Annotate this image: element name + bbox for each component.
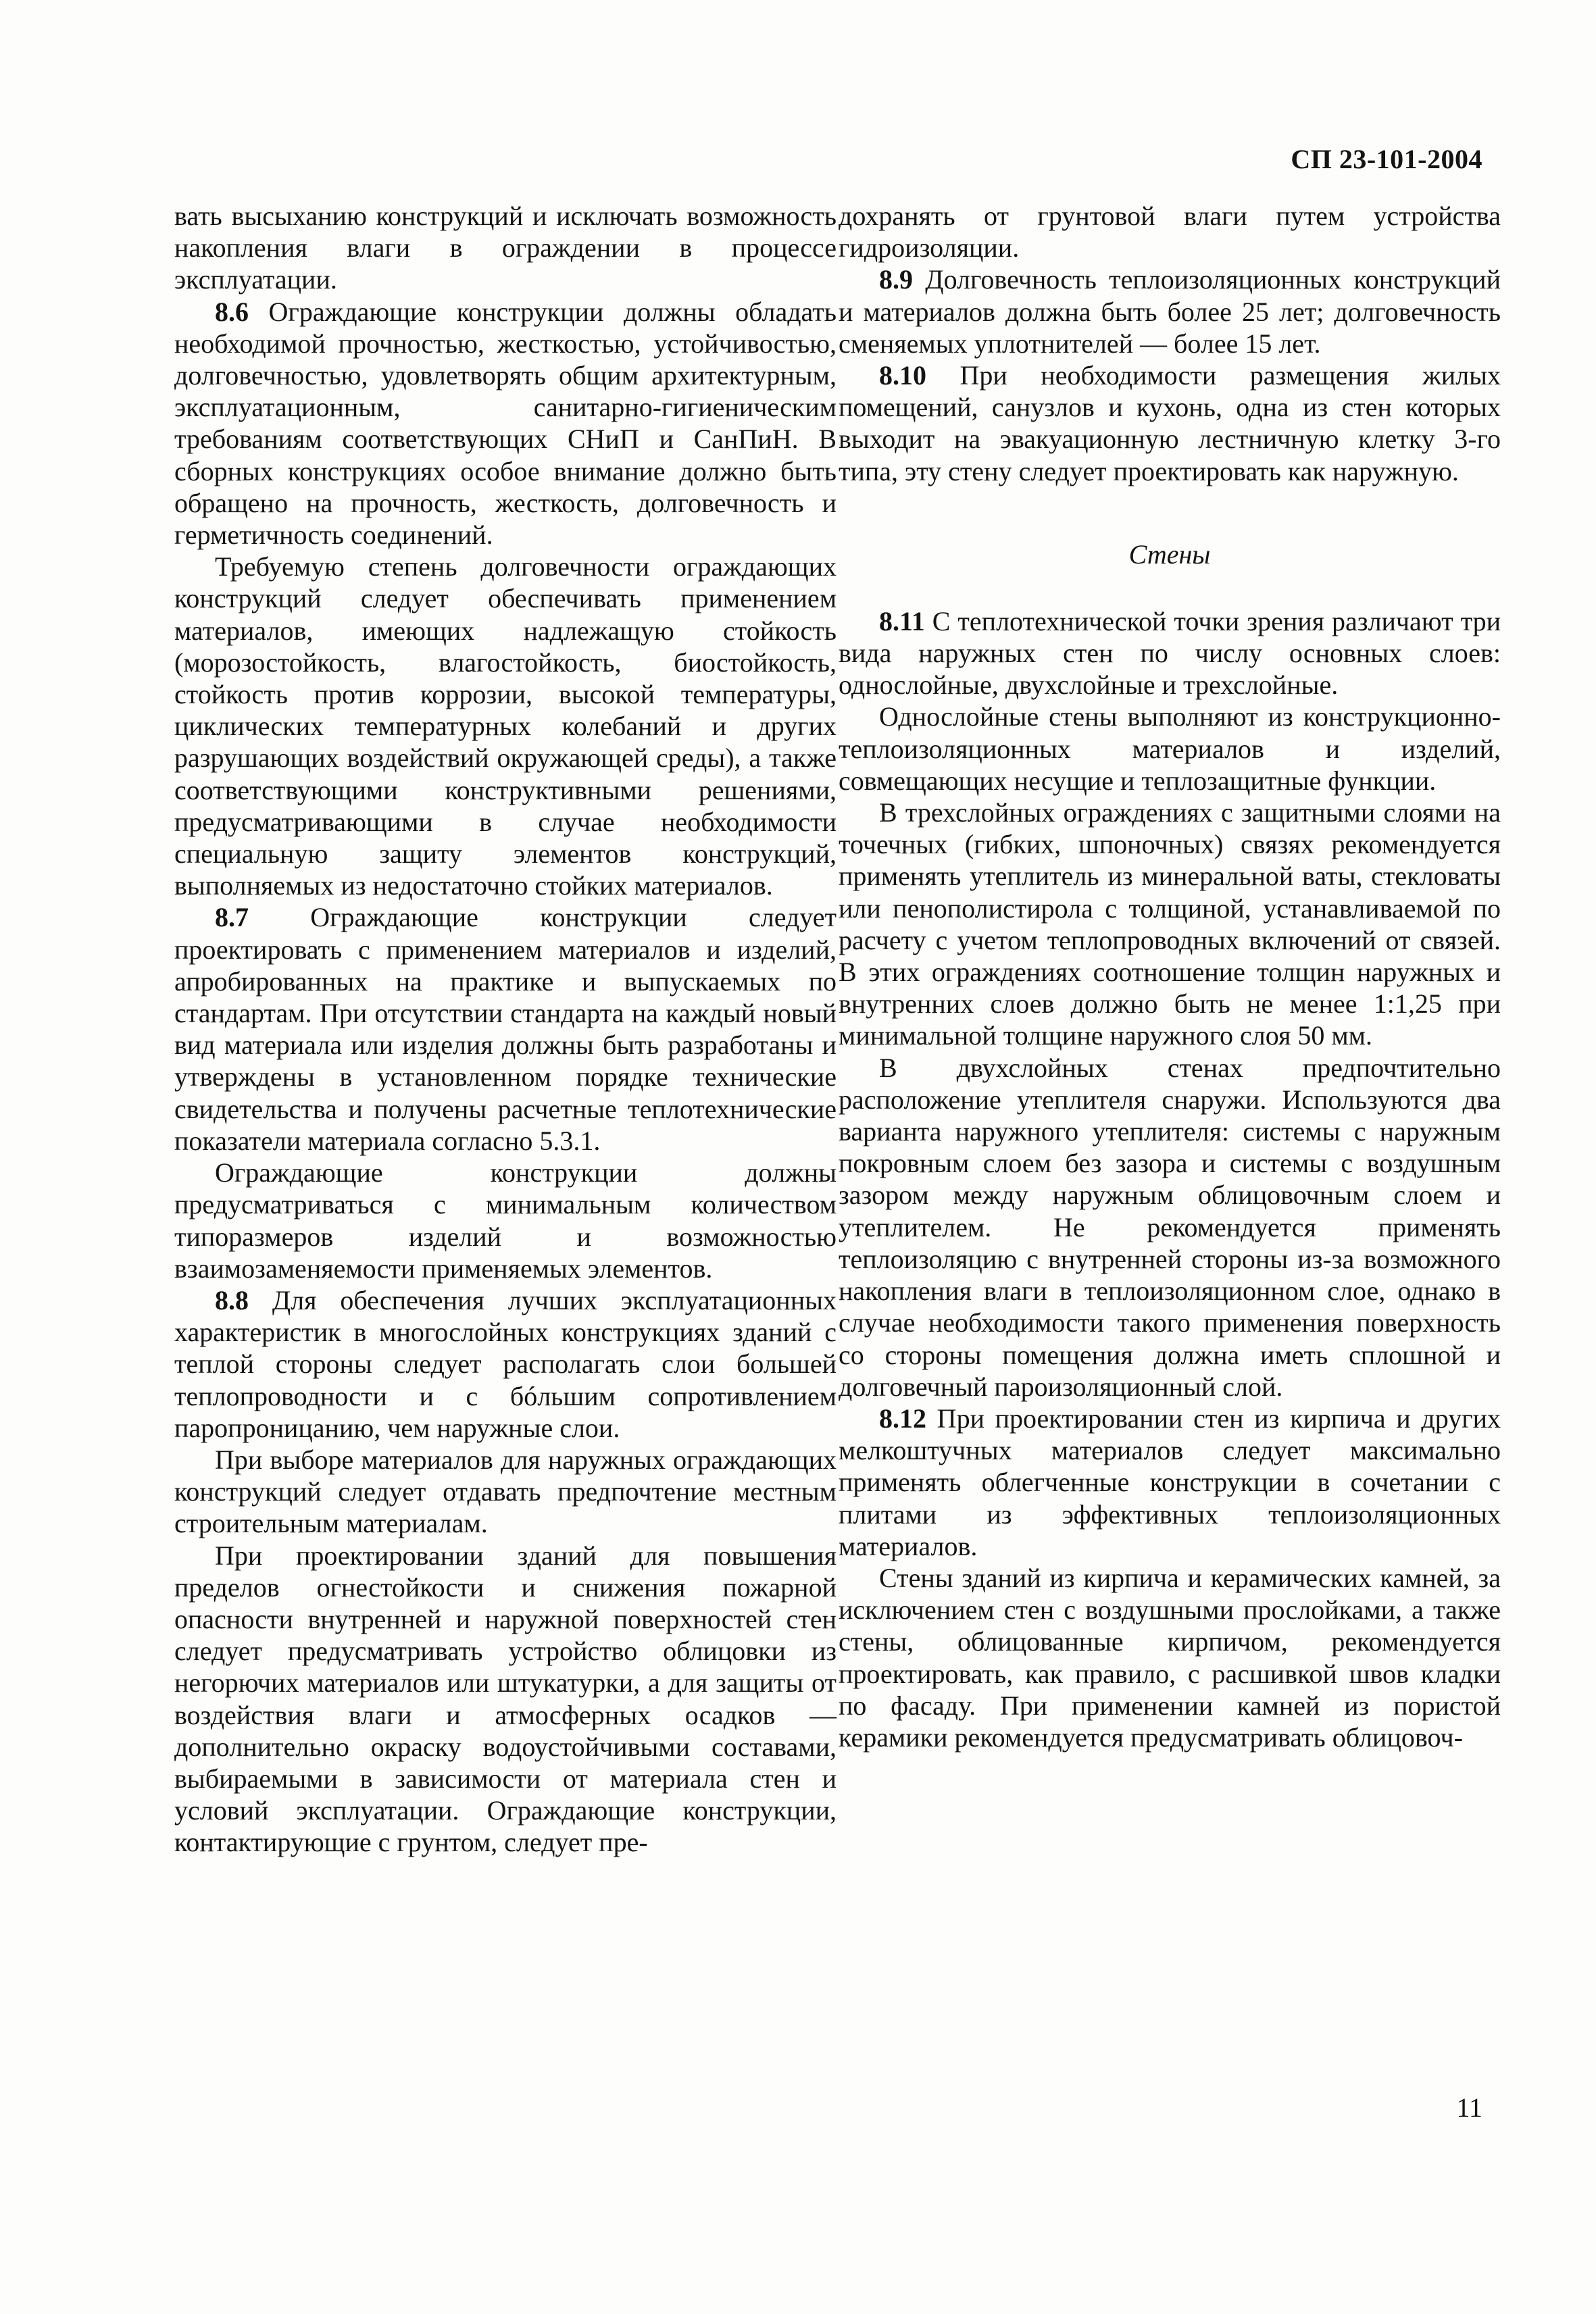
paragraph: [174, 1157, 837, 1284]
paragraph-text: Ограждающие конструкции должны предусматриваться с минимальным количеством типоразмеров изделий и возможностью взаимозаменяемости применяемых элементов.: [174, 1157, 837, 1284]
paragraph-text: Однослойные стены выполняют из конструкционно-теплоизоляционных материалов и изделий, совмещающих несущие и теплозащитные функции.: [839, 701, 1501, 796]
paragraph-text: Долговечность теплоизоляционных конструкций и материалов должна быть более 25 лет; долговечность сменяемых уплотнителей — более 15 лет.: [839, 264, 1501, 359]
clause-number: 8.12: [879, 1403, 926, 1434]
left-column: [174, 200, 837, 1859]
document-code-header: СП 23-101-2004: [1291, 144, 1482, 174]
paragraph: [839, 263, 1501, 359]
paragraph-text: Требуемую степень долговечности ограждающих конструкций следует обеспечивать применением материалов, имеющих надлежащую стойкость (морозостойкость, влагостойкость, биостойкость, стойкость против коррозии, высокой температуры, циклических температурных колебаний и других разрушающих воздействий окружающей среды), а также соответствующими конструктивными решениями, предусматривающими в случае необходимости специальную защиту элементов конструкций, выполняемых из недостаточно стойких материалов.: [174, 551, 837, 901]
paragraph-text: Для обеспечения лучших эксплуатационных характеристик в многослойных конструкциях зданий с теплой стороны следует располагать слои большей теплопроводности и с бóльшим сопротивлением паропроницанию, чем наружные слои.: [174, 1284, 837, 1443]
paragraph: [174, 296, 837, 551]
right-column-bottom: [839, 605, 1501, 1753]
paragraph: [839, 200, 1501, 263]
paragraph: [839, 1052, 1501, 1403]
page-number: 11: [1456, 2092, 1482, 2123]
paragraph: [174, 200, 837, 296]
paragraph: [839, 1403, 1501, 1562]
paragraph: [174, 901, 837, 1157]
paragraph-text: вать высыханию конструкций и исключать возможность накопления влаги в ограждении в процессе эксплуатации.: [174, 201, 837, 295]
clause-number: 8.8: [215, 1284, 249, 1315]
paragraph: [839, 797, 1501, 1052]
paragraph-text: При проектировании зданий для повышения пределов огнестойкости и снижения пожарной опасности внутренней и наружной поверхностей стен следует предусматривать устройство облицовки из негорючих материалов или штукатурки, а для защиты от воздействия влаги и атмосферных осадков — дополнительно окраску водоустойчивыми составами, выбираемыми в зависимости от материала стен и условий эксплуатации. Ограждающие конструкции, контактирующие с грунтом, следует пре-: [174, 1540, 837, 1858]
paragraph: [839, 605, 1501, 701]
paragraph-text: При выборе материалов для наружных ограждающих конструкций следует отдавать предпочтение местным строительным материалам.: [174, 1444, 837, 1539]
paragraph: [839, 1562, 1501, 1753]
paragraph-text: дохранять от грунтовой влаги путем устройства гидроизоляции.: [839, 201, 1501, 263]
paragraph: [174, 551, 837, 901]
paragraph-text: Стены зданий из кирпича и керамических камней, за исключением стен с воздушными прослойками, а также стены, облицованные кирпичом, рекомендуется проектировать, как правило, с расшивкой швов кладки по фасаду. При применении камней из пористой керамики рекомендуется предусматривать облицовоч-: [839, 1562, 1501, 1753]
clause-number: 8.11: [879, 605, 925, 636]
clause-number: 8.9: [879, 264, 913, 295]
clause-number: 8.6: [215, 296, 249, 327]
paragraph-text: С теплотехнической точки зрения различают три вида наружных стен по числу основных слоев: однослойные, двухслойные и трехслойные.: [839, 605, 1501, 701]
right-column: [839, 200, 1501, 1753]
paragraph-text: В двухслойных стенах предпочтительно расположение утеплителя снаружи. Используются два варианта наружного утеплителя: системы с наружным покровным слоем без зазора и системы с воздушным зазором между наружным облицовочным слоем и утеплителем. Не рекомендуется применять теплоизоляцию с внутренней стороны из-за возможного накопления влаги в теплоизоляционном слое, однако в случае необходимости такого применения поверхность со стороны помещения должна иметь сплошной и долговечный пароизоляционный слой.: [839, 1052, 1501, 1402]
clause-number: 8.7: [215, 902, 249, 933]
paragraph: [174, 1444, 837, 1540]
paragraph-text: Ограждающие конструкции следует проектировать с применением материалов и изделий, апробированных на практике и выпускаемых по стандартам. При отсутствии стандарта на каждый новый вид материала или изделия должны быть разработаны и утверждены в установленном порядке технические свидетельства и получены расчетные теплотехнические показатели материала согласно 5.3.1.: [174, 902, 837, 1156]
paragraph: [839, 359, 1501, 487]
paragraph: [174, 1540, 837, 1859]
paragraph: [174, 1284, 837, 1444]
right-column-top: [839, 200, 1501, 487]
paragraph-text: При проектировании стен из кирпича и других мелкоштучных материалов следует максимально применять облегченные конструкции в сочетании с плитами из эффективных теплоизоляционных материалов.: [839, 1403, 1501, 1561]
paragraph: [839, 701, 1501, 797]
paragraph-text: При необходимости размещения жилых помещений, санузлов и кухонь, одна из стен которых выходит на эвакуационную лестничную клетку 3-го типа, эту стену следует проектировать как наружную.: [839, 360, 1501, 486]
paragraph-text: Ограждающие конструкции должны обладать необходимой прочностью, жесткостью, устойчивостью, долговечностью, удовлетворять общим архитектурным, эксплуатационным, санитарно-гигиеническим требованиям соответствующих СНиП и СанПиН. В сборных конструкциях особое внимание должно быть обращено на прочность, жесткость, долговечность и герметичность соединений.: [174, 296, 837, 551]
section-heading: Стены: [1128, 538, 1211, 570]
clause-number: 8.10: [879, 360, 926, 391]
paragraph-text: В трехслойных ограждениях с защитными слоями на точечных (гибких, шпоночных) связях рекомендуется применять утеплитель из минеральной ваты, стекловаты или пенополистирола с толщиной, устанавливаемой по расчету с учетом теплопроводных включений от связей. В этих ограждениях соотношение толщин наружных и внутренних слоев должно быть не менее 1:1,25 при минимальной толщине наружного слоя 50 мм.: [839, 797, 1501, 1051]
